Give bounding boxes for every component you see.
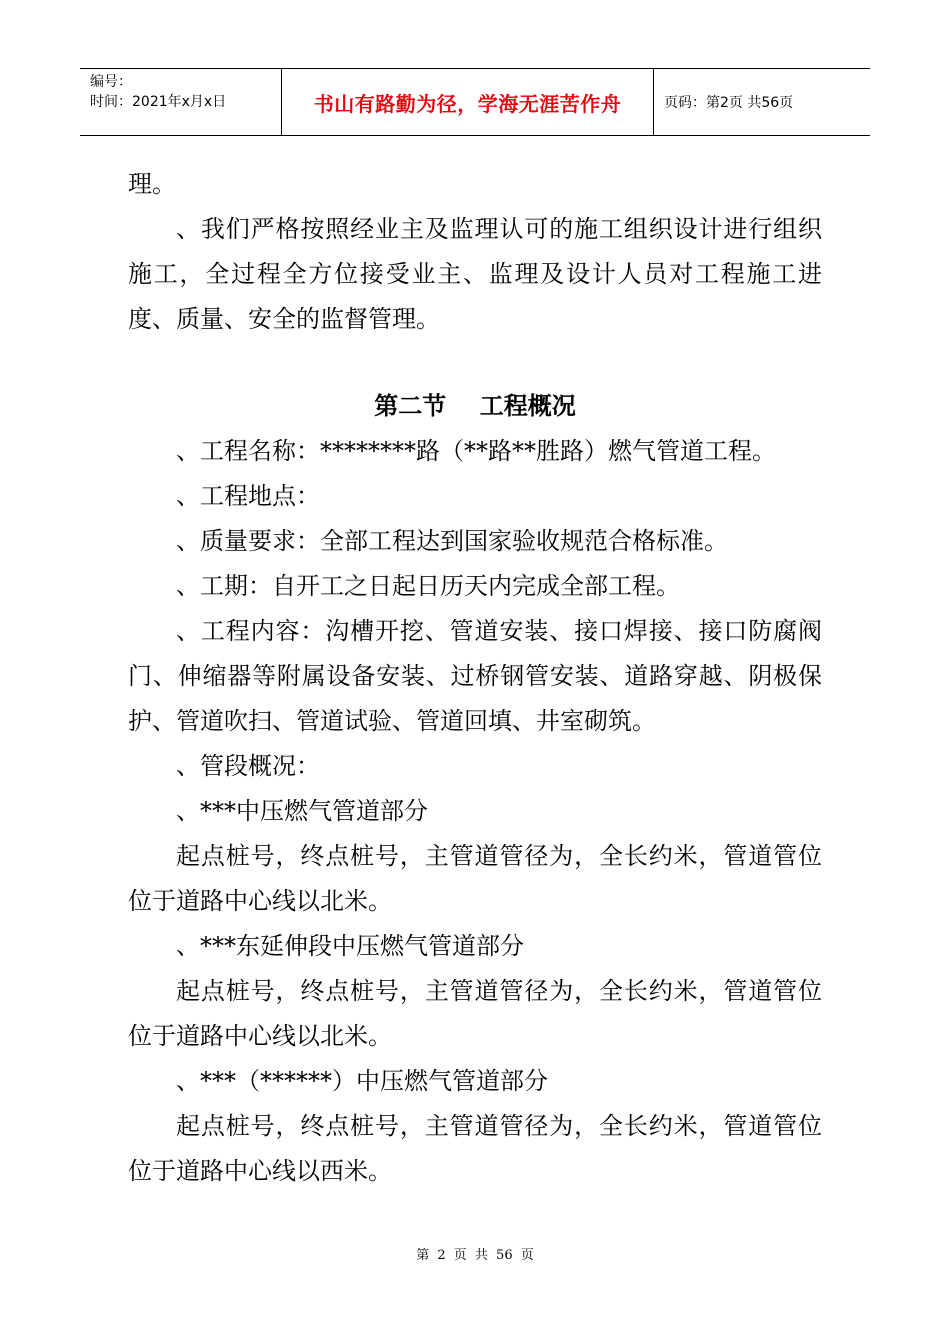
document-body: [128, 162, 822, 1194]
header-number-label: 编号：: [90, 74, 132, 90]
paragraph: 起点桩号，终点桩号，主管道管径为，全长约米，管道管位位于道路中心线以西米。: [128, 1112, 822, 1185]
paragraph: 、我们严格按照经业主及监理认可的施工组织设计进行组织施工，全过程全方位接受业主、监理及设计人员对工程施工进度、质量、安全的监督管理。: [128, 215, 822, 333]
header-meta: [80, 69, 282, 135]
paragraph: 、质量要求：全部工程达到国家验收规范合格标准。: [176, 527, 728, 555]
paragraph: 、工程名称：********路（**路**胜路）燃气管道工程。: [176, 437, 776, 465]
page-footer: 第 2 页 共 56 页: [416, 1248, 534, 1263]
paragraph: 起点桩号，终点桩号，主管道管径为，全长约米，管道管位位于道路中心线以北米。: [128, 977, 822, 1050]
paragraph: 、工程内容：沟槽开挖、管道安装、接口焊接、接口防腐阀门、伸缩器等附属设备安装、过桥钢管安装、道路穿越、阴极保护、管道吹扫、管道试验、管道回填、井室砌筑。: [128, 617, 822, 735]
document-header: [80, 68, 870, 136]
header-time-label: 时间：2021年x月x日: [90, 94, 227, 110]
paragraph: 、工程地点：: [176, 482, 320, 510]
header-motto: 书山有路勤为径，学海无涯苦作舟: [282, 69, 654, 135]
paragraph: 理。: [128, 170, 176, 198]
paragraph: 起点桩号，终点桩号，主管道管径为，全长约米，管道管位位于道路中心线以北米。: [128, 842, 822, 915]
paragraph: 、管段概况：: [176, 752, 320, 780]
paragraph: 、***中压燃气管道部分: [176, 797, 428, 825]
header-page-info: 页码：第2页 共56页: [664, 95, 794, 111]
paragraph: 、***东延伸段中压燃气管道部分: [176, 932, 524, 960]
paragraph: 、工期：自开工之日起日历天内完成全部工程。: [176, 572, 680, 600]
section-spacer: [128, 342, 822, 384]
section-title: 第二节 工程概况: [374, 392, 576, 420]
paragraph: 、***（******）中压燃气管道部分: [176, 1067, 548, 1095]
